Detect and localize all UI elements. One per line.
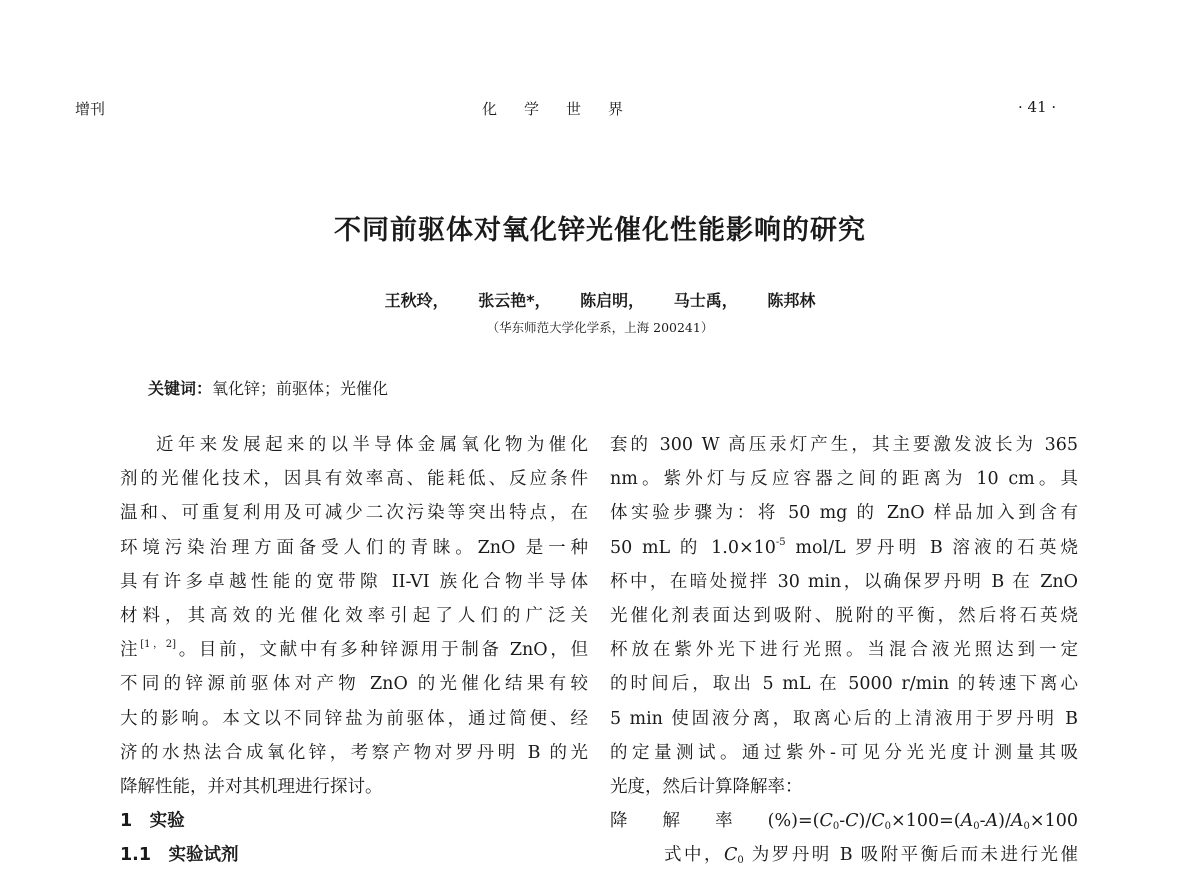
text-line	[120, 565, 588, 599]
text-segment: 环境污染治理方面备受人们的青睐。ZnO 是一种	[120, 537, 588, 558]
text-segment: -5	[775, 536, 786, 548]
text-segment: 大的影响。本文以不同锌盐为前驱体，通过简便、经	[120, 708, 588, 729]
text-line	[120, 770, 588, 804]
text-segment: 1.1 实验试剂	[120, 845, 239, 866]
text-line	[610, 667, 1078, 701]
text-line	[610, 804, 1078, 838]
text-segment: 降解率(%)=(	[610, 811, 820, 832]
text-segment: ×100	[1029, 811, 1078, 832]
keywords-label: 关键词：	[148, 379, 213, 398]
text-line	[120, 736, 588, 770]
text-line	[610, 736, 1078, 770]
text-line	[610, 565, 1078, 599]
author: 王秋玲，	[384, 291, 449, 310]
text-line	[120, 599, 588, 633]
text-segment: 5 min 使固液分离，取离心后的上清液用于罗丹明 B	[610, 708, 1078, 729]
text-segment: 近年来发展起来的以半导体金属氧化物为催化	[156, 435, 588, 455]
text-segment: 50 mL 的 1.0×10	[610, 537, 776, 558]
text-segment: 0	[737, 855, 744, 867]
text-line	[610, 702, 1078, 736]
text-segment: mol/L 罗丹明 B 溶液的石英烧	[785, 537, 1078, 558]
right-column	[610, 428, 1078, 872]
text-segment: 的时间后，取出 5 mL 在 5000 r/min 的转速下离心	[610, 674, 1078, 695]
text-segment: 降解性能，并对其机理进行探讨。	[120, 776, 383, 797]
text-segment: 套的 300 W 高压汞灯产生，其主要激发波长为 365	[610, 435, 1078, 455]
text-segment: )/	[998, 811, 1011, 832]
text-segment: nm。紫外灯与反应容器之间的距离为 10 cm。具	[610, 469, 1078, 490]
keywords-value: 氧化锌；前驱体；光催化	[212, 379, 389, 398]
text-line	[120, 496, 588, 530]
text-segment: 具有许多卓越性能的宽带隙 II-VI 族化合物半导体	[120, 571, 588, 592]
author: 马士禹，	[673, 291, 738, 310]
text-segment: 的定量测试。通过紫外-可见分光光度计测量其吸	[610, 742, 1078, 763]
text-segment: A	[960, 811, 974, 832]
text-segment: 1 实验	[120, 811, 185, 832]
text-segment: 体实验步骤为：将 50 mg 的 ZnO 样品加入到含有	[610, 503, 1078, 524]
text-line	[610, 428, 1078, 462]
running-header-issue: 增刊	[75, 100, 106, 118]
text-segment: -	[839, 811, 846, 832]
text-segment: 0	[832, 821, 840, 833]
text-line	[120, 633, 588, 667]
text-line	[610, 531, 1078, 565]
text-segment: 式中，	[664, 845, 724, 866]
text-line	[610, 462, 1078, 496]
text-segment: 温和、可重复利用及可减少二次污染等突出特点，在	[120, 503, 588, 524]
text-segment: 济的水热法合成氧化锌，考察产物对罗丹明 B 的光	[120, 742, 588, 763]
text-line	[120, 667, 588, 701]
page-number: · 41 ·	[1018, 98, 1057, 116]
text-line	[610, 633, 1078, 667]
paper-title: 不同前驱体对氧化锌光催化性能影响的研究	[334, 215, 866, 246]
text-line	[120, 531, 588, 565]
text-segment: 为罗丹明 B 吸附平衡后而未进行光催	[743, 845, 1078, 866]
text-segment: 。目前，文献中有多种锌源用于制备 ZnO，但	[176, 640, 589, 661]
text-segment: 光度，然后计算降解率：	[610, 776, 803, 797]
text-segment: C	[845, 811, 859, 832]
text-segment: 剂的光催化技术，因具有效率高、能耗低、反应条件	[120, 469, 588, 490]
text-segment: 不同的锌源前驱体对产物 ZnO 的光催化结果有较	[120, 674, 588, 695]
text-line	[120, 428, 588, 462]
text-line	[120, 804, 588, 838]
text-segment: 杯中，在暗处搅拌 30 min，以确保罗丹明 B 在 ZnO	[610, 571, 1078, 592]
text-line	[610, 838, 1078, 872]
text-line	[610, 599, 1078, 633]
author: 陈启明，	[580, 291, 645, 310]
text-segment: C	[723, 845, 738, 866]
author-list	[0, 288, 1200, 311]
text-line	[610, 496, 1078, 530]
running-header-journal: 化 学 世 界	[482, 100, 630, 118]
affiliation: （华东师范大学化学系，上海 200241）	[486, 320, 714, 335]
text-segment: -	[979, 811, 986, 832]
left-column	[120, 428, 588, 872]
text-segment: [1，2]	[140, 639, 177, 651]
text-segment: 光催化剂表面达到吸附、脱附的平衡，然后将石英烧	[610, 605, 1078, 626]
text-segment: )/	[858, 811, 872, 832]
text-segment: C	[819, 811, 833, 832]
author: 陈邦林	[767, 291, 816, 310]
text-segment: 0	[1023, 821, 1030, 833]
author: 张云艳*，	[478, 291, 551, 310]
text-line	[120, 838, 588, 872]
text-segment: 注	[120, 640, 141, 661]
text-line	[120, 702, 588, 736]
text-line	[120, 462, 588, 496]
text-segment: C	[871, 811, 885, 832]
text-segment: 杯放在紫外光下进行光照。当混合液光照达到一定	[610, 640, 1078, 661]
keywords	[148, 376, 388, 399]
text-line	[610, 770, 1078, 804]
text-segment: A	[985, 811, 999, 832]
text-segment: 材料，其高效的光催化效率引起了人们的广泛关	[120, 605, 588, 626]
text-segment: A	[1010, 811, 1024, 832]
text-segment: 0	[973, 821, 980, 833]
text-segment: 0	[884, 821, 892, 833]
text-segment: ×100=(	[891, 811, 961, 832]
